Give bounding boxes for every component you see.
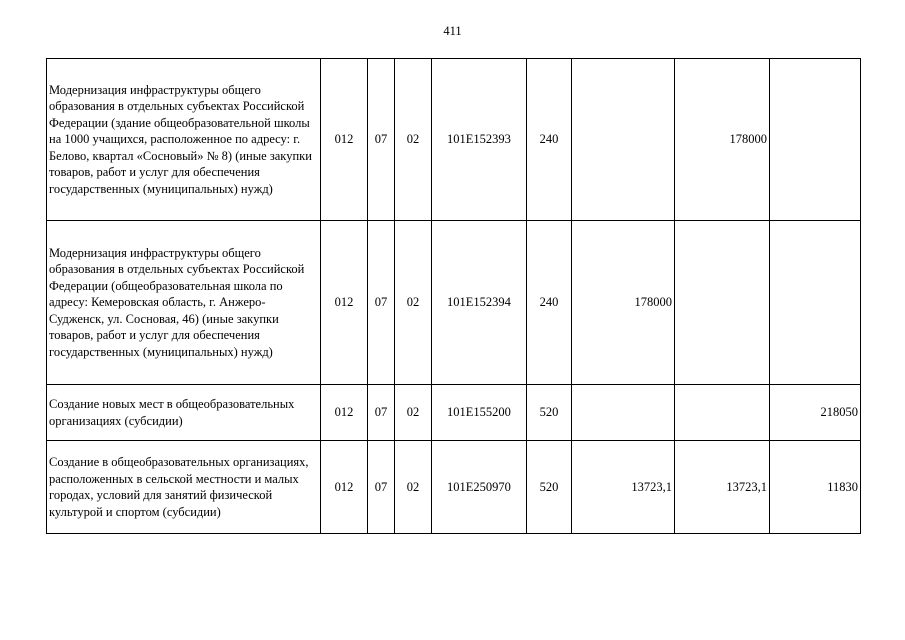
amount-cell-3	[770, 59, 861, 221]
amount-cell-1	[572, 59, 675, 221]
subsection-code: 02	[395, 221, 432, 385]
amount-cell-1: 178000	[572, 221, 675, 385]
expense-type-code: 520	[527, 441, 572, 534]
target-article-code: 101Е250970	[432, 441, 527, 534]
amount-cell-1: 13723,1	[572, 441, 675, 534]
ministry-code: 012	[321, 221, 368, 385]
row-description: Создание новых мест в общеобразовательных организациях (субсидии)	[47, 385, 321, 441]
table-row	[47, 221, 861, 385]
ministry-code: 012	[321, 59, 368, 221]
subsection-code: 02	[395, 59, 432, 221]
amount-cell-1	[572, 385, 675, 441]
amount-cell-2: 178000	[675, 59, 770, 221]
expense-type-code: 240	[527, 59, 572, 221]
amount-cell-3	[770, 221, 861, 385]
target-article-code: 101Е155200	[432, 385, 527, 441]
section-code: 07	[368, 59, 395, 221]
subsection-code: 02	[395, 441, 432, 534]
row-description: Модернизация инфраструктуры общего образования в отдельных субъектах Российской Федерации (общеобразовательная школа по адресу: Кемеровская область, г. Анжеро-Судженск, ул. Сосновая, 46) (иные закупки товаров, работ и услуг для обеспечения государственных (муниципальных) нужд)	[47, 221, 321, 385]
target-article-code: 101Е152393	[432, 59, 527, 221]
target-article-code: 101Е152394	[432, 221, 527, 385]
ministry-code: 012	[321, 385, 368, 441]
amount-cell-3: 11830	[770, 441, 861, 534]
section-code: 07	[368, 441, 395, 534]
section-code: 07	[368, 221, 395, 385]
row-description: Модернизация инфраструктуры общего образования в отдельных субъектах Российской Федерации (здание общеобразовательной школы на 1000 учащихся, расположенное по адресу: г. Белово, квартал «Сосновый» № 8) (иные закупки товаров, работ и услуг для обеспечения государственных (муниципальных) нужд)	[47, 59, 321, 221]
budget-table	[46, 58, 861, 534]
row-description: Создание в общеобразовательных организациях, расположенных в сельской местности и малых городах, условий для занятий физической культурой и спортом (субсидии)	[47, 441, 321, 534]
amount-cell-2	[675, 221, 770, 385]
subsection-code: 02	[395, 385, 432, 441]
table-row	[47, 385, 861, 441]
page-number: 411	[443, 24, 462, 38]
section-code: 07	[368, 385, 395, 441]
table-row	[47, 59, 861, 221]
expense-type-code: 520	[527, 385, 572, 441]
amount-cell-2: 13723,1	[675, 441, 770, 534]
table-row	[47, 441, 861, 534]
expense-type-code: 240	[527, 221, 572, 385]
ministry-code: 012	[321, 441, 368, 534]
amount-cell-2	[675, 385, 770, 441]
amount-cell-3: 218050	[770, 385, 861, 441]
